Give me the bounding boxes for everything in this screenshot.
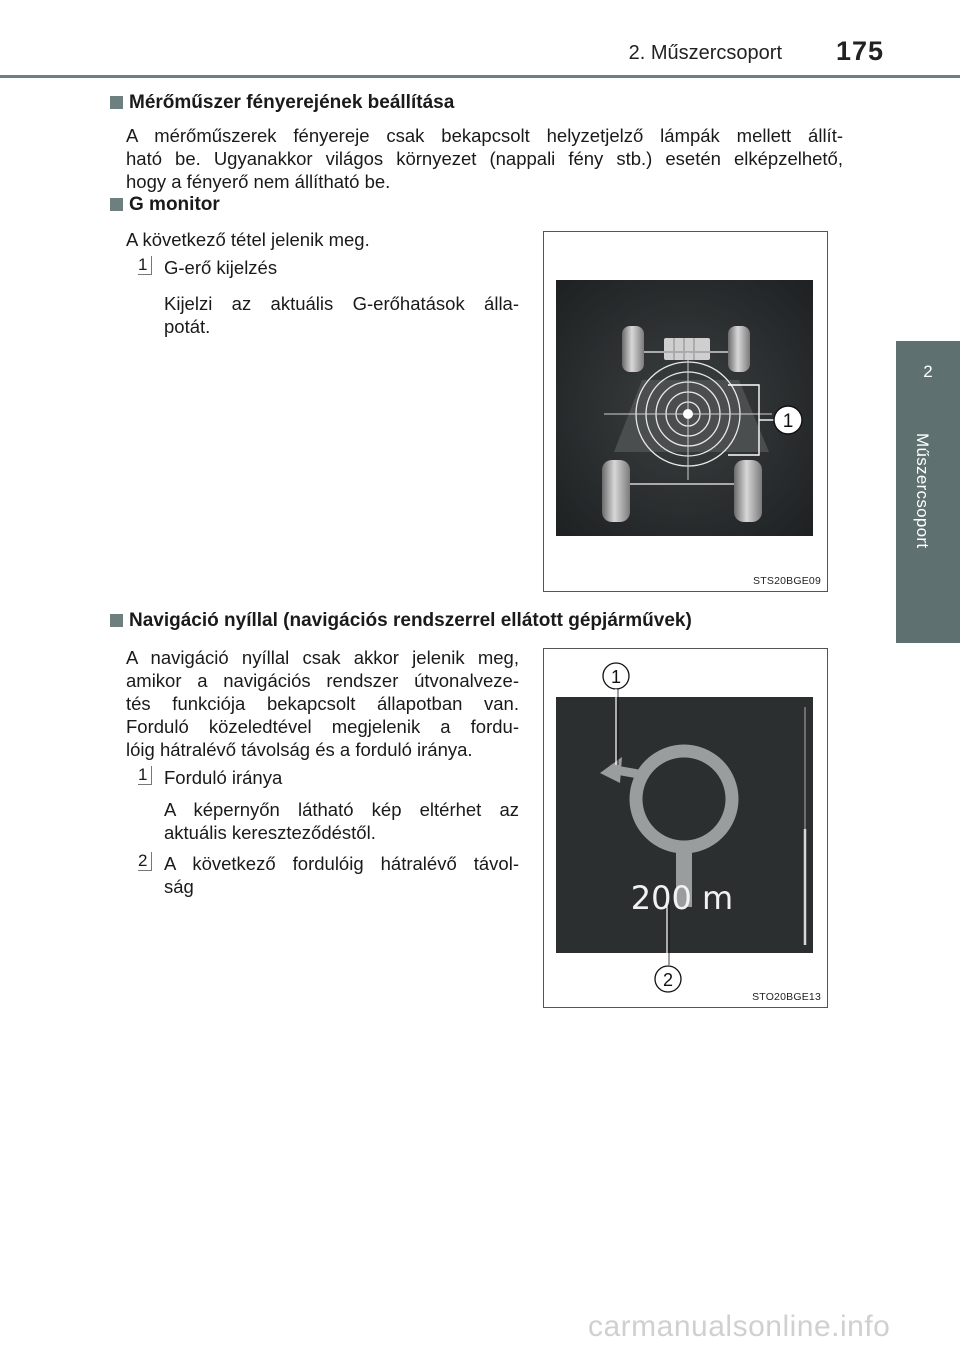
heading-text: G monitor xyxy=(129,194,220,215)
callout-number: 1 xyxy=(782,411,794,432)
engine-block xyxy=(664,338,710,360)
distance-readout: 200 m xyxy=(630,879,734,917)
paragraph-line: Forduló közeledtével megjelenik a fordu- xyxy=(126,716,519,737)
brightness-paragraph xyxy=(126,124,843,193)
header-rule xyxy=(0,75,960,78)
paragraph-line: ható be. Ugyanakkor világos környezet (nappali fény stb.) esetén elképzelhető, xyxy=(126,148,843,169)
section-heading-g-monitor xyxy=(110,194,220,216)
paragraph-line: hogy a fényerő nem állítható be. xyxy=(126,171,391,192)
navigation-paragraph xyxy=(126,646,519,761)
heading-bullet-icon xyxy=(110,198,123,211)
tire-rear-left xyxy=(602,460,630,522)
item-number-badge: 1 xyxy=(138,766,152,785)
watermark: carmanualsonline.info xyxy=(588,1310,891,1343)
description-line: aktuális kereszteződéstől. xyxy=(164,822,376,843)
section-heading-navigation xyxy=(110,610,692,632)
paragraph-line: amikor a navigációs rendszer útvonalveze- xyxy=(126,670,519,691)
page-number: 175 xyxy=(835,36,884,66)
figure-code: STO20BGE13 xyxy=(752,991,821,1003)
description-line: A következő fordulóig hátralévő távol- xyxy=(164,853,519,874)
figure-code: STS20BGE09 xyxy=(753,575,821,587)
description-line: Kijelzi az aktuális G-erőhatások álla- xyxy=(164,293,519,314)
item-title: G-erő kijelzés xyxy=(164,257,278,278)
g-force-dot xyxy=(683,409,693,419)
item-description xyxy=(164,852,519,898)
description-line: ság xyxy=(164,876,194,897)
figure-g-monitor xyxy=(543,231,828,592)
chapter-tab-label: Műszercsoport xyxy=(913,433,932,549)
heading-text: Mérőműszer fényerejének beállítása xyxy=(129,92,455,113)
heading-bullet-icon xyxy=(110,614,123,627)
tire-rear-right xyxy=(734,460,762,522)
paragraph-line: tés funkciója bekapcsolt állapotban van. xyxy=(126,693,519,714)
chapter-tab xyxy=(896,341,960,423)
tire-front-right xyxy=(728,326,750,372)
paragraph-line: A mérőműszerek fényereje csak bekapcsolt helyzetjelző lámpák mellett állít- xyxy=(126,125,843,146)
description-line: potát. xyxy=(164,316,211,337)
paragraph-line: A navigáció nyíllal csak akkor jelenik meg, xyxy=(126,647,519,668)
section-heading-brightness xyxy=(110,92,454,114)
callout-number: 1 xyxy=(610,667,622,687)
heading-bullet-icon xyxy=(110,96,123,109)
description-line: A képernyőn látható kép eltérhet az xyxy=(164,799,519,820)
item-description xyxy=(164,292,519,338)
item-title: Forduló iránya xyxy=(164,767,283,788)
navigation-illustration xyxy=(544,649,827,1007)
heading-text: Navigáció nyíllal (navigációs rendszerrel ellátott gépjárművek) xyxy=(129,610,692,631)
item-number-badge: 1 xyxy=(138,256,152,275)
g-monitor-illustration xyxy=(544,232,827,591)
callout-number: 2 xyxy=(662,970,674,990)
running-header-section: 2. Műszercsoport xyxy=(628,42,782,64)
chapter-tab-number: 2 xyxy=(923,362,933,381)
figure-navigation xyxy=(543,648,828,1008)
g-monitor-intro: A következő tétel jelenik meg. xyxy=(126,229,370,250)
item-description xyxy=(164,798,519,844)
item-number-badge: 2 xyxy=(138,852,152,871)
paragraph-line: lóig hátralévő távolság és a forduló iránya. xyxy=(126,739,473,760)
tire-front-left xyxy=(622,326,644,372)
